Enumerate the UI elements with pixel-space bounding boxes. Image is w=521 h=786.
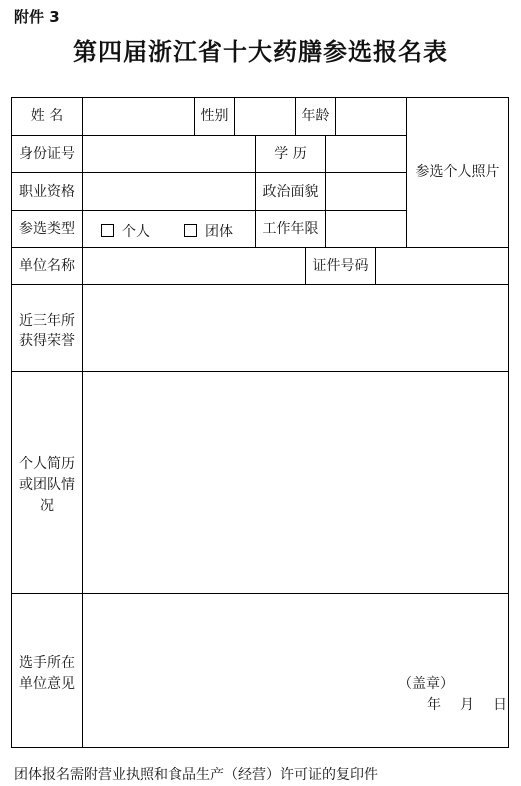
- honors-field[interactable]: [83, 285, 508, 371]
- work-years-field[interactable]: [326, 211, 406, 247]
- qualification-label: 职业资格: [19, 184, 75, 200]
- unit-opinion-field[interactable]: [83, 594, 508, 747]
- table-border-bottom: [11, 747, 509, 748]
- date-year-label: 年: [427, 697, 441, 713]
- photo-label: 参选个人照片: [415, 164, 500, 180]
- id-number-label: 身份证号: [19, 146, 75, 162]
- table-border-right: [508, 97, 509, 748]
- resume-field[interactable]: [83, 372, 508, 593]
- photo-field[interactable]: [407, 98, 508, 247]
- checkbox-icon[interactable]: [101, 224, 114, 237]
- footnote: 团体报名需附营业执照和食品生产（经营）许可证的复印件: [14, 767, 378, 783]
- age-field[interactable]: [336, 98, 406, 135]
- education-field[interactable]: [326, 136, 406, 172]
- age-label: 年龄: [301, 108, 330, 124]
- seal-label: （盖章）: [398, 676, 454, 692]
- form-title: 第四届浙江省十大药膳参选报名表: [73, 38, 448, 66]
- unit-name-field[interactable]: [83, 248, 305, 284]
- date-month-label: 月: [460, 697, 474, 713]
- team-option-label: 团体: [205, 224, 233, 240]
- team-option[interactable]: [184, 221, 233, 241]
- individual-option-label: 个人: [122, 224, 150, 240]
- work-years-label: 工作年限: [262, 221, 319, 237]
- id-number-field[interactable]: [83, 136, 255, 172]
- political-status-field[interactable]: [326, 173, 406, 210]
- unit-opinion-label-line-2: 单位意见: [19, 676, 75, 692]
- attachment-label: 附件 3: [14, 8, 60, 26]
- unit-name-label: 单位名称: [19, 258, 75, 274]
- date-day-label: 日: [493, 697, 507, 713]
- certificate-number-label: 证件号码: [312, 258, 369, 274]
- entry-type-label: 参选类型: [19, 221, 75, 237]
- resume-label-line-3: 况: [40, 498, 54, 514]
- resume-label-line-1: 个人简历: [19, 456, 75, 472]
- political-status-label: 政治面貌: [262, 184, 319, 200]
- name-label: 姓 名: [30, 108, 64, 124]
- individual-option[interactable]: [101, 221, 150, 241]
- gender-field[interactable]: [235, 98, 295, 135]
- honors-label-line-2: 获得荣誉: [19, 333, 75, 349]
- qualification-field[interactable]: [83, 173, 255, 210]
- gender-label: 性别: [200, 108, 229, 124]
- education-label: 学 历: [274, 146, 307, 162]
- resume-label-line-2: 或团队情: [19, 477, 75, 493]
- checkbox-icon[interactable]: [184, 224, 197, 237]
- name-field[interactable]: [83, 98, 194, 135]
- honors-label-line-1: 近三年所: [19, 313, 75, 329]
- unit-opinion-label-line-1: 选手所在: [19, 655, 75, 671]
- certificate-number-field[interactable]: [376, 248, 508, 284]
